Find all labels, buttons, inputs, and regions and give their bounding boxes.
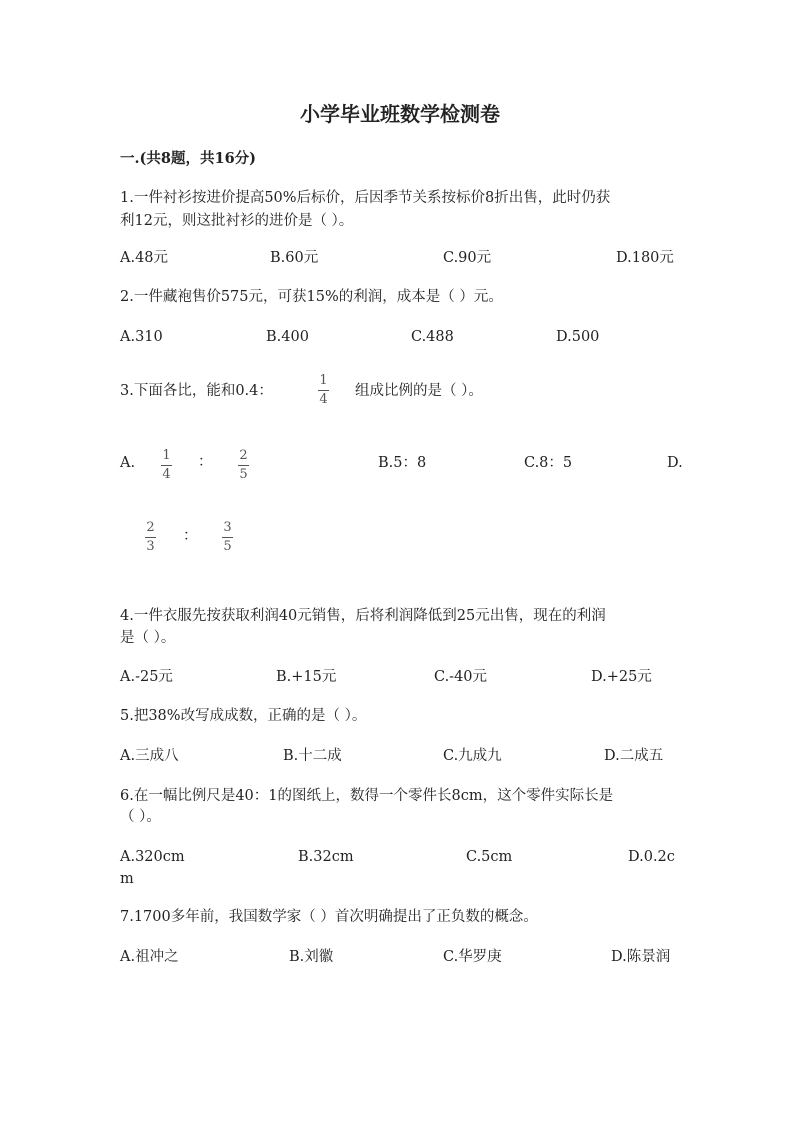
question-3-option-d-fraction-2 <box>222 521 233 554</box>
question-6-option-c: C.5cm <box>466 849 513 865</box>
question-4-option-c: C.-40元 <box>434 669 488 685</box>
question-2-option-b: B.400 <box>266 329 309 345</box>
fraction-numerator: 3 <box>223 520 232 535</box>
question-5-option-d: D.二成五 <box>604 748 664 764</box>
question-4-line-2: 是（ ）。 <box>120 630 176 646</box>
question-3-option-d-colon: ： <box>183 528 198 544</box>
question-1-option-c: C.90元 <box>443 250 492 266</box>
fraction-numerator: 1 <box>319 373 328 388</box>
fraction-bar <box>238 465 249 466</box>
question-4-option-b: B.+15元 <box>276 669 337 685</box>
fraction-denominator: 4 <box>319 392 328 407</box>
fraction-bar <box>318 390 329 391</box>
question-2-option-d: D.500 <box>556 329 600 345</box>
question-6-option-d-wrap: m <box>120 871 134 887</box>
question-2-line-1: 2.一件藏袍售价575元，可获15%的利润，成本是（ ）元。 <box>120 289 503 305</box>
question-1-line-2: 利12元，则这批衬衫的进价是（ ）。 <box>120 213 354 229</box>
question-6-line-1: 6.在一幅比例尺是40：1的图纸上，数得一个零件长8cm，这个零件实际长是 <box>120 788 614 804</box>
fraction-numerator: 1 <box>162 448 171 463</box>
question-3-option-c: C.8：5 <box>524 455 573 471</box>
question-6-option-a: A.320cm <box>120 849 185 865</box>
question-1-option-a: A.48元 <box>120 250 169 266</box>
question-6-option-b: B.32cm <box>298 849 354 865</box>
fraction-denominator: 3 <box>146 539 155 554</box>
question-1-option-b: B.60元 <box>270 250 319 266</box>
question-3-option-a-fraction-2 <box>238 449 249 482</box>
question-5-option-a: A.三成八 <box>120 748 179 764</box>
question-7-option-d: D.陈景润 <box>611 949 671 965</box>
question-7-option-a: A.祖冲之 <box>120 949 179 965</box>
question-3-option-d-label: D. <box>667 455 683 471</box>
fraction-bar <box>222 537 233 538</box>
fraction-numerator: 2 <box>239 448 248 463</box>
question-5-option-b: B.十二成 <box>283 748 342 764</box>
question-3-suffix: 组成比例的是（ ）。 <box>355 383 483 399</box>
fraction-bar <box>161 465 172 466</box>
section-heading: 一.(共8题，共16分) <box>120 150 257 167</box>
question-3-option-a-colon: ： <box>198 454 213 470</box>
question-6-option-d: D.0.2c <box>628 849 675 865</box>
fraction-denominator: 5 <box>239 467 248 482</box>
question-6-line-2: （ ）。 <box>120 809 161 825</box>
question-7-option-c: C.华罗庚 <box>443 949 502 965</box>
question-7-option-b: B.刘徽 <box>289 949 334 965</box>
question-7-line-1: 7.1700多年前，我国数学家（ ）首次明确提出了正负数的概念。 <box>120 909 538 925</box>
page-title: 小学毕业班数学检测卷 <box>300 102 500 126</box>
question-3-option-a-label: A. <box>120 455 136 471</box>
question-3-option-b: B.5：8 <box>378 455 427 471</box>
question-2-option-a: A.310 <box>120 329 163 345</box>
question-3-prefix: 3.下面各比，能和0.4： <box>120 383 273 399</box>
question-4-option-d: D.+25元 <box>591 669 652 685</box>
fraction-bar <box>145 537 156 538</box>
question-1-option-d: D.180元 <box>616 250 674 266</box>
question-2-option-c: C.488 <box>411 329 454 345</box>
question-4-option-a: A.-25元 <box>120 669 173 685</box>
fraction-denominator: 4 <box>162 467 171 482</box>
fraction-numerator: 2 <box>146 520 155 535</box>
question-3-option-a-fraction-1 <box>161 449 172 482</box>
question-5-option-c: C.九成九 <box>443 748 502 764</box>
question-4-line-1: 4.一件衣服先按获取利润40元销售，后将利润降低到25元出售，现在的利润 <box>120 608 606 624</box>
question-1-line-1: 1.一件衬衫按进价提高50%后标价，后因季节关系按标价8折出售，此时仍获 <box>120 190 611 206</box>
question-5-line-1: 5.把38%改写成成数，正确的是（ ）。 <box>120 708 367 724</box>
question-3-fraction <box>318 374 329 407</box>
question-3-option-d-fraction-1 <box>145 521 156 554</box>
fraction-denominator: 5 <box>223 539 232 554</box>
